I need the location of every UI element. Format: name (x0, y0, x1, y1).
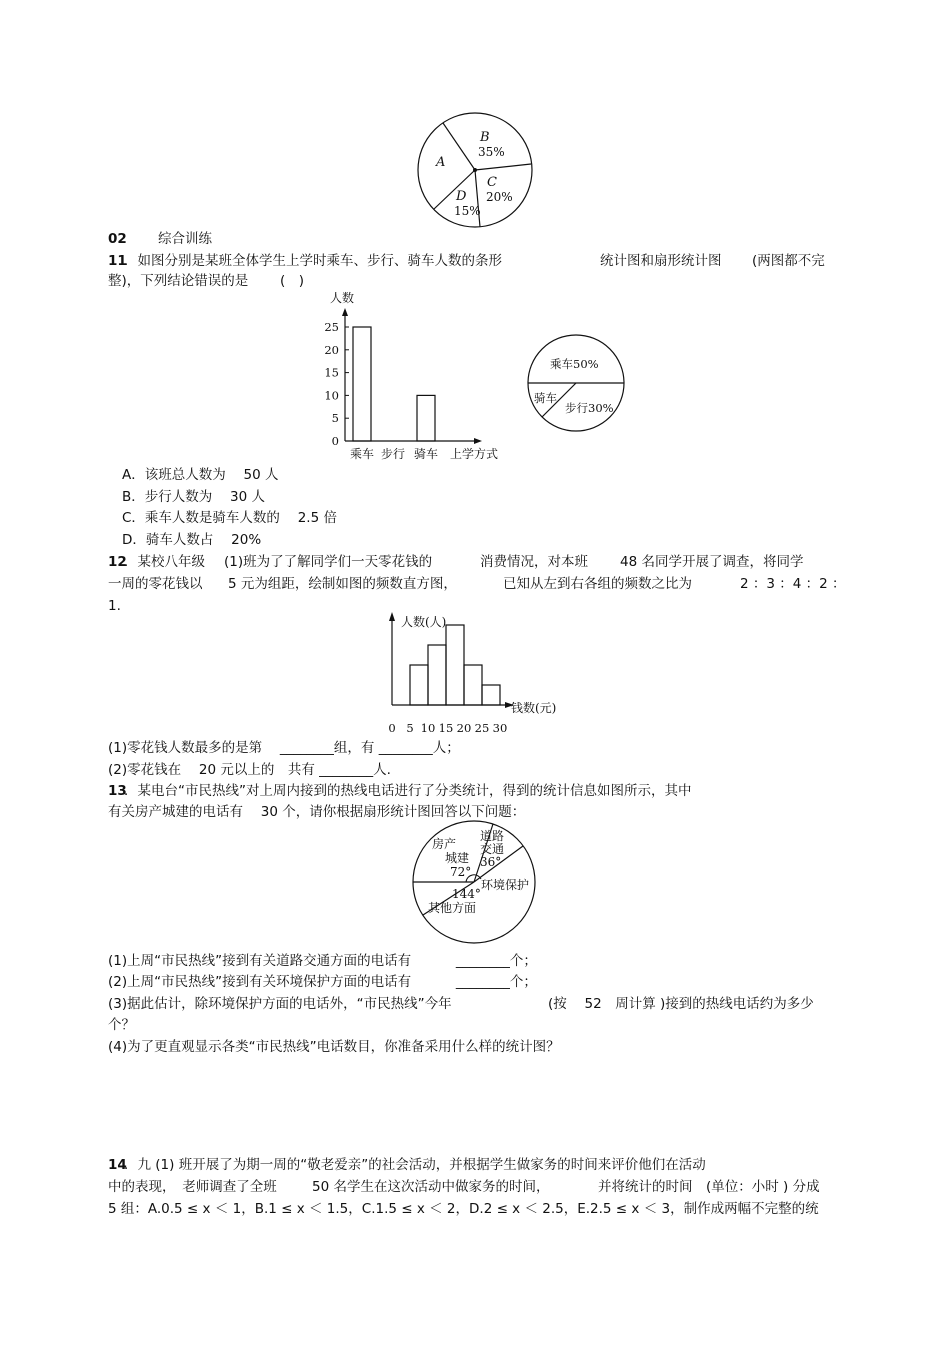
q12-text-line1c: 消费情况，对本班 (480, 554, 588, 570)
q13-number: 13 (108, 783, 127, 799)
pie2-label-bike: 骑车 (534, 391, 557, 405)
pie1-label-c: C (487, 175, 497, 190)
q12-text-line1d: 48 名同学开展了调查，将同学 (620, 554, 804, 570)
bar1-ytick-label: 10 (324, 388, 339, 403)
q12-sub1: (1)零花钱人数最多的是第 ________组，有 ________人； (108, 740, 460, 756)
q13-sub3c: 个？ (108, 1017, 135, 1033)
q14-text-line2c: 并将统计的时间 (单位：小时 ) 分成 (598, 1179, 820, 1195)
q11-option-d: D．骑车人数占 20% (122, 532, 262, 548)
pie3-label-traffic-2: 交通 (480, 842, 505, 856)
q11-number: 11 (108, 253, 127, 269)
q13-text-line1: ．某电台“市民热线”对上周内接到的热线电话进行了分类统计，得到的统计信息如图所示，其中 (124, 783, 692, 799)
hist-xtick-label: 20 (456, 721, 472, 735)
q13-sub3a: (3)据此估计，除环境保护方面的电话外，“市民热线”今年 (108, 996, 452, 1012)
pie1-label-a: A (436, 155, 446, 170)
pie3-label-other-1: 144° (452, 887, 481, 901)
bar1-ytick-label: 20 (324, 342, 339, 357)
q13-text-line2: 有关房产城建的电话有 30 个，请你根据扇形统计图回答以下问题： (108, 804, 526, 820)
pie3-label-housing-3: 72° (450, 865, 472, 879)
bar1-ylabel: 人数 (330, 291, 355, 305)
q12-text-line2b: 5 元为组距，绘制如图的频数直方图， (228, 576, 457, 592)
pie3-label-env: 环境保护 (481, 878, 530, 892)
q12-text-line1a: ．某校八年级 (124, 554, 205, 570)
hist-xtick-label: 15 (438, 721, 454, 735)
bar1-xlabel: 上学方式 (450, 447, 499, 461)
hist-xtick-label: 0 (388, 721, 396, 735)
q13-sub3b: (按 52 周计算 )接到的热线电话约为多少 (548, 996, 814, 1012)
bar1-ytick-label: 5 (331, 411, 339, 426)
q12-text-line3: 1. (108, 598, 121, 614)
q11-option-a: A．该班总人数为 50 人 (122, 467, 279, 483)
pie3-label-traffic-1: 道路 (480, 829, 505, 843)
section-number: 02 (108, 231, 127, 247)
pie3-label-housing-2: 城建 (445, 851, 470, 865)
q11-option-c: C．乘车人数是骑车人数的 2.5 倍 (122, 510, 337, 526)
section-title: 综合训练 (158, 231, 212, 247)
hist-ylabel: 人数(人) (401, 615, 447, 629)
q13-sub2: (2)上周“市民热线”接到有关环境保护方面的电话有 ________个； (108, 974, 537, 990)
bar1-ytick-label: 15 (324, 365, 339, 380)
pie1-label-d-pct: 15% (454, 204, 481, 218)
bar1-category-label: 乘车 (349, 447, 375, 461)
pie3-label-other-2: 其他方面 (428, 901, 477, 915)
q14-text-line3: 5 组：A.0.5 ≤ x ＜ 1，B.1 ≤ x ＜ 1.5，C.1.5 ≤ x ＜ 2，D.2 ≤ x ＜ 2.5，E.2.5 ≤ x ＜ 3，制作成两幅不完整的统 (108, 1201, 819, 1217)
pie3-label-traffic-3: 36° (480, 855, 502, 869)
hist-xlabel: 钱数(元) (511, 701, 557, 715)
q11-text-line1c: (两图都不完 (752, 253, 825, 269)
q11-text-line2: 整)，下列结论错误的是 (108, 273, 249, 289)
q12-text-line2c: 已知从左到右各组的频数之比为 (503, 576, 692, 592)
hist-xtick-label: 25 (474, 721, 490, 735)
bar1-ytick-label: 25 (324, 320, 339, 334)
q11-option-b: B．步行人数为 30 人 (122, 489, 266, 505)
pie3-label-housing-1: 房产 (432, 837, 457, 851)
hist-xtick-label: 5 (406, 721, 414, 735)
pie1-label-d: D (456, 189, 467, 204)
pie1-label-b: B (480, 130, 490, 145)
q12-text-line2d: 2 ：3 ：4 ：2 ： (740, 576, 846, 592)
pie1-label-c-pct: 20% (486, 190, 513, 204)
pie2-label-bus: 乘车50% (550, 357, 599, 371)
q13-sub4: (4)为了更直观显示各类“市民热线”电话数目，你准备采用什么样的统计图？ (108, 1039, 560, 1055)
q13-sub1: (1)上周“市民热线”接到有关道路交通方面的电话有 ________个； (108, 953, 537, 969)
q14-number: 14 (108, 1157, 127, 1173)
hist-xtick-label: 30 (492, 721, 508, 735)
q12-text-line1b: (1)班为了了解同学们一天零花钱的 (224, 554, 433, 570)
q11-text-line1b: 统计图和扇形统计图 (600, 253, 722, 269)
hist-xtick-label: 10 (420, 721, 436, 735)
q12-sub2: (2)零花钱在 20 元以上的 共有 ________人. (108, 762, 391, 778)
q11-text-line1: ．如图分别是某班全体学生上学时乘车、步行、骑车人数的条形 (124, 253, 502, 269)
q11-answer-paren: ( ) (280, 273, 305, 289)
q12-text-line2a: 一周的零花钱以 (108, 576, 203, 592)
bar1-ytick-label: 0 (331, 434, 339, 448)
q14-text-line1: ．九 (1) 班开展了为期一周的“敬老爱亲”的社会活动，并根据学生做家务的时间来评价他们在活动 (124, 1157, 706, 1173)
q14-text-line2a: 中的表现， 老师调查了全班 (108, 1179, 277, 1195)
q12-number: 12 (108, 554, 127, 570)
pie2-label-walk: 步行30% (565, 401, 614, 415)
bar1-category-label: 步行 (380, 447, 406, 461)
q14-text-line2b: 50 名学生在这次活动中做家务的时间， (312, 1179, 550, 1195)
pie1-label-b-pct: 35% (478, 145, 505, 159)
bar1-category-label: 骑车 (413, 447, 439, 461)
